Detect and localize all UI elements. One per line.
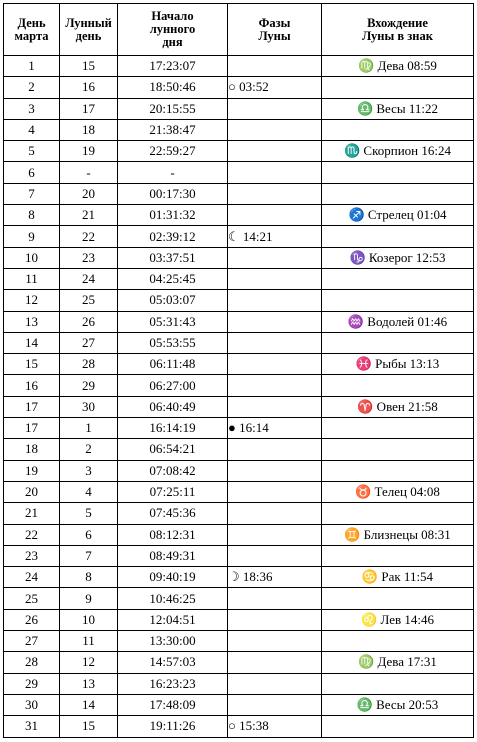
lunar-day-cell: 7 <box>60 545 118 566</box>
zodiac-entry-cell <box>322 460 474 481</box>
table-row <box>4 524 474 545</box>
lunar-day-cell: 23 <box>60 247 118 268</box>
day-cell: 24 <box>4 567 60 588</box>
lunar-day-cell: 14 <box>60 694 118 715</box>
start-time-cell: 20:15:55 <box>118 98 228 119</box>
moon-phase-cell <box>228 631 322 652</box>
zodiac-entry-cell <box>322 439 474 460</box>
table-row <box>4 694 474 715</box>
moon-phase-cell: ○ 03:52 <box>228 77 322 98</box>
zodiac-entry-cell <box>322 588 474 609</box>
table-row <box>4 481 474 502</box>
lunar-day-cell: 12 <box>60 652 118 673</box>
lunar-day-cell: 30 <box>60 396 118 417</box>
zodiac-entry-cell: ♌ Лев 14:46 <box>322 609 474 630</box>
day-cell: 15 <box>4 354 60 375</box>
day-cell: 14 <box>4 332 60 353</box>
header-lunar-day: Лунный день <box>60 4 118 56</box>
day-cell: 5 <box>4 141 60 162</box>
moon-phase-cell <box>228 290 322 311</box>
lunar-day-cell: 3 <box>60 460 118 481</box>
day-cell: 8 <box>4 205 60 226</box>
day-cell: 3 <box>4 98 60 119</box>
zodiac-entry-cell: ♓ Рыбы 13:13 <box>322 354 474 375</box>
day-cell: 2 <box>4 77 60 98</box>
start-time-cell: 21:38:47 <box>118 119 228 140</box>
table-row <box>4 77 474 98</box>
table-row <box>4 396 474 417</box>
zodiac-entry-cell: ♐ Стрелец 01:04 <box>322 205 474 226</box>
day-cell: 10 <box>4 247 60 268</box>
start-time-cell: 00:17:30 <box>118 183 228 204</box>
day-cell: 17 <box>4 418 60 439</box>
moon-phase-cell <box>228 162 322 183</box>
zodiac-entry-cell <box>322 631 474 652</box>
zodiac-entry-cell <box>322 162 474 183</box>
moon-phase-cell <box>228 375 322 396</box>
day-cell: 1 <box>4 56 60 77</box>
moon-phase-cell <box>228 524 322 545</box>
start-time-cell: 06:40:49 <box>118 396 228 417</box>
moon-phase-cell <box>228 396 322 417</box>
day-cell: 19 <box>4 460 60 481</box>
zodiac-entry-cell: ♉ Телец 04:08 <box>322 481 474 502</box>
lunar-day-cell: 10 <box>60 609 118 630</box>
table-row <box>4 332 474 353</box>
start-time-cell: 05:31:43 <box>118 311 228 332</box>
moon-phase-cell <box>228 439 322 460</box>
lunar-day-cell: - <box>60 162 118 183</box>
lunar-day-cell: 27 <box>60 332 118 353</box>
table-row <box>4 652 474 673</box>
moon-phase-cell <box>228 694 322 715</box>
start-time-cell: 05:03:07 <box>118 290 228 311</box>
zodiac-entry-cell: ♍ Дева 17:31 <box>322 652 474 673</box>
table-row <box>4 588 474 609</box>
zodiac-entry-cell: ♏ Скорпион 16:24 <box>322 141 474 162</box>
table-row <box>4 141 474 162</box>
day-cell: 20 <box>4 481 60 502</box>
day-cell: 4 <box>4 119 60 140</box>
header-start: Начало лунного дня <box>118 4 228 56</box>
start-time-cell: 04:25:45 <box>118 268 228 289</box>
start-time-cell: 09:40:19 <box>118 567 228 588</box>
start-time-cell: 05:53:55 <box>118 332 228 353</box>
zodiac-entry-cell: ♍ Дева 08:59 <box>322 56 474 77</box>
zodiac-entry-cell <box>322 226 474 247</box>
zodiac-entry-cell <box>322 119 474 140</box>
start-time-cell: - <box>118 162 228 183</box>
day-cell: 30 <box>4 694 60 715</box>
moon-phase-cell: ○ 15:38 <box>228 716 322 737</box>
header-phase: Фазы Луны <box>228 4 322 56</box>
day-cell: 26 <box>4 609 60 630</box>
day-cell: 6 <box>4 162 60 183</box>
moon-phase-cell <box>228 652 322 673</box>
start-time-cell: 17:48:09 <box>118 694 228 715</box>
day-cell: 29 <box>4 673 60 694</box>
zodiac-entry-cell <box>322 268 474 289</box>
start-time-cell: 13:30:00 <box>118 631 228 652</box>
moon-phase-cell <box>228 119 322 140</box>
lunar-day-cell: 28 <box>60 354 118 375</box>
moon-phase-cell <box>228 481 322 502</box>
zodiac-entry-cell <box>322 183 474 204</box>
moon-phase-cell <box>228 247 322 268</box>
moon-phase-cell: ☽ 18:36 <box>228 567 322 588</box>
moon-phase-cell <box>228 268 322 289</box>
table-row <box>4 268 474 289</box>
zodiac-entry-cell: ♈ Овен 21:58 <box>322 396 474 417</box>
table-row <box>4 545 474 566</box>
start-time-cell: 22:59:27 <box>118 141 228 162</box>
day-cell: 13 <box>4 311 60 332</box>
table-row <box>4 716 474 737</box>
day-cell: 18 <box>4 439 60 460</box>
moon-phase-cell <box>228 311 322 332</box>
start-time-cell: 06:27:00 <box>118 375 228 396</box>
table-row <box>4 119 474 140</box>
moon-phase-cell <box>228 98 322 119</box>
day-cell: 25 <box>4 588 60 609</box>
lunar-day-cell: 6 <box>60 524 118 545</box>
start-time-cell: 16:23:23 <box>118 673 228 694</box>
zodiac-entry-cell: ♎ Весы 20:53 <box>322 694 474 715</box>
start-time-cell: 06:54:21 <box>118 439 228 460</box>
zodiac-entry-cell <box>322 673 474 694</box>
moon-phase-cell <box>228 183 322 204</box>
lunar-day-cell: 17 <box>60 98 118 119</box>
lunar-day-cell: 1 <box>60 418 118 439</box>
table-row <box>4 609 474 630</box>
lunar-day-cell: 15 <box>60 716 118 737</box>
day-cell: 12 <box>4 290 60 311</box>
lunar-day-cell: 22 <box>60 226 118 247</box>
start-time-cell: 14:57:03 <box>118 652 228 673</box>
start-time-cell: 03:37:51 <box>118 247 228 268</box>
zodiac-entry-cell <box>322 716 474 737</box>
moon-phase-cell <box>228 609 322 630</box>
start-time-cell: 07:08:42 <box>118 460 228 481</box>
table-row <box>4 311 474 332</box>
table-row <box>4 183 474 204</box>
zodiac-entry-cell <box>322 290 474 311</box>
table-row <box>4 98 474 119</box>
lunar-day-cell: 16 <box>60 77 118 98</box>
start-time-cell: 01:31:32 <box>118 205 228 226</box>
day-cell: 7 <box>4 183 60 204</box>
moon-phase-cell <box>228 332 322 353</box>
table-row <box>4 567 474 588</box>
start-time-cell: 19:11:26 <box>118 716 228 737</box>
lunar-day-cell: 2 <box>60 439 118 460</box>
table-row <box>4 460 474 481</box>
lunar-day-cell: 29 <box>60 375 118 396</box>
start-time-cell: 17:23:07 <box>118 56 228 77</box>
zodiac-entry-cell <box>322 418 474 439</box>
lunar-day-cell: 18 <box>60 119 118 140</box>
table-body <box>4 56 474 738</box>
zodiac-entry-cell: ♊ Близнецы 08:31 <box>322 524 474 545</box>
start-time-cell: 07:45:36 <box>118 503 228 524</box>
table-row <box>4 631 474 652</box>
day-cell: 28 <box>4 652 60 673</box>
table-row <box>4 290 474 311</box>
table-row <box>4 247 474 268</box>
day-cell: 17 <box>4 396 60 417</box>
day-cell: 16 <box>4 375 60 396</box>
start-time-cell: 08:49:31 <box>118 545 228 566</box>
lunar-day-cell: 9 <box>60 588 118 609</box>
moon-phase-cell: ☾ 14:21 <box>228 226 322 247</box>
lunar-day-cell: 13 <box>60 673 118 694</box>
table-row <box>4 503 474 524</box>
moon-phase-cell <box>228 588 322 609</box>
start-time-cell: 02:39:12 <box>118 226 228 247</box>
zodiac-entry-cell <box>322 503 474 524</box>
table-row <box>4 439 474 460</box>
lunar-day-cell: 25 <box>60 290 118 311</box>
day-cell: 11 <box>4 268 60 289</box>
moon-phase-cell <box>228 56 322 77</box>
lunar-day-cell: 20 <box>60 183 118 204</box>
lunar-day-cell: 11 <box>60 631 118 652</box>
zodiac-entry-cell <box>322 545 474 566</box>
table-header <box>4 4 474 56</box>
day-cell: 27 <box>4 631 60 652</box>
lunar-day-cell: 26 <box>60 311 118 332</box>
zodiac-entry-cell <box>322 332 474 353</box>
lunar-day-cell: 4 <box>60 481 118 502</box>
lunar-day-cell: 5 <box>60 503 118 524</box>
table-row <box>4 375 474 396</box>
table-row <box>4 162 474 183</box>
lunar-day-cell: 15 <box>60 56 118 77</box>
lunar-day-cell: 8 <box>60 567 118 588</box>
moon-phase-cell <box>228 503 322 524</box>
day-cell: 22 <box>4 524 60 545</box>
moon-phase-cell <box>228 673 322 694</box>
zodiac-entry-cell: ♎ Весы 11:22 <box>322 98 474 119</box>
day-cell: 9 <box>4 226 60 247</box>
moon-phase-cell: ● 16:14 <box>228 418 322 439</box>
start-time-cell: 16:14:19 <box>118 418 228 439</box>
zodiac-entry-cell: ♋ Рак 11:54 <box>322 567 474 588</box>
moon-phase-cell <box>228 545 322 566</box>
day-cell: 31 <box>4 716 60 737</box>
header-row <box>4 4 474 56</box>
lunar-day-cell: 19 <box>60 141 118 162</box>
moon-phase-cell <box>228 354 322 375</box>
zodiac-entry-cell <box>322 375 474 396</box>
table-row <box>4 673 474 694</box>
table-row <box>4 205 474 226</box>
header-zodiac: Вхождение Луны в знак <box>322 4 474 56</box>
start-time-cell: 06:11:48 <box>118 354 228 375</box>
moon-phase-cell <box>228 460 322 481</box>
start-time-cell: 12:04:51 <box>118 609 228 630</box>
start-time-cell: 18:50:46 <box>118 77 228 98</box>
zodiac-entry-cell: ♒ Водолей 01:46 <box>322 311 474 332</box>
lunar-day-cell: 21 <box>60 205 118 226</box>
start-time-cell: 08:12:31 <box>118 524 228 545</box>
zodiac-entry-cell <box>322 77 474 98</box>
day-cell: 23 <box>4 545 60 566</box>
table-row <box>4 56 474 77</box>
lunar-calendar-table <box>3 3 474 738</box>
lunar-day-cell: 24 <box>60 268 118 289</box>
start-time-cell: 07:25:11 <box>118 481 228 502</box>
moon-phase-cell <box>228 141 322 162</box>
table-row <box>4 226 474 247</box>
day-cell: 21 <box>4 503 60 524</box>
table-row <box>4 354 474 375</box>
start-time-cell: 10:46:25 <box>118 588 228 609</box>
moon-phase-cell <box>228 205 322 226</box>
table-row <box>4 418 474 439</box>
header-day: День марта <box>4 4 60 56</box>
zodiac-entry-cell: ♑ Козерог 12:53 <box>322 247 474 268</box>
